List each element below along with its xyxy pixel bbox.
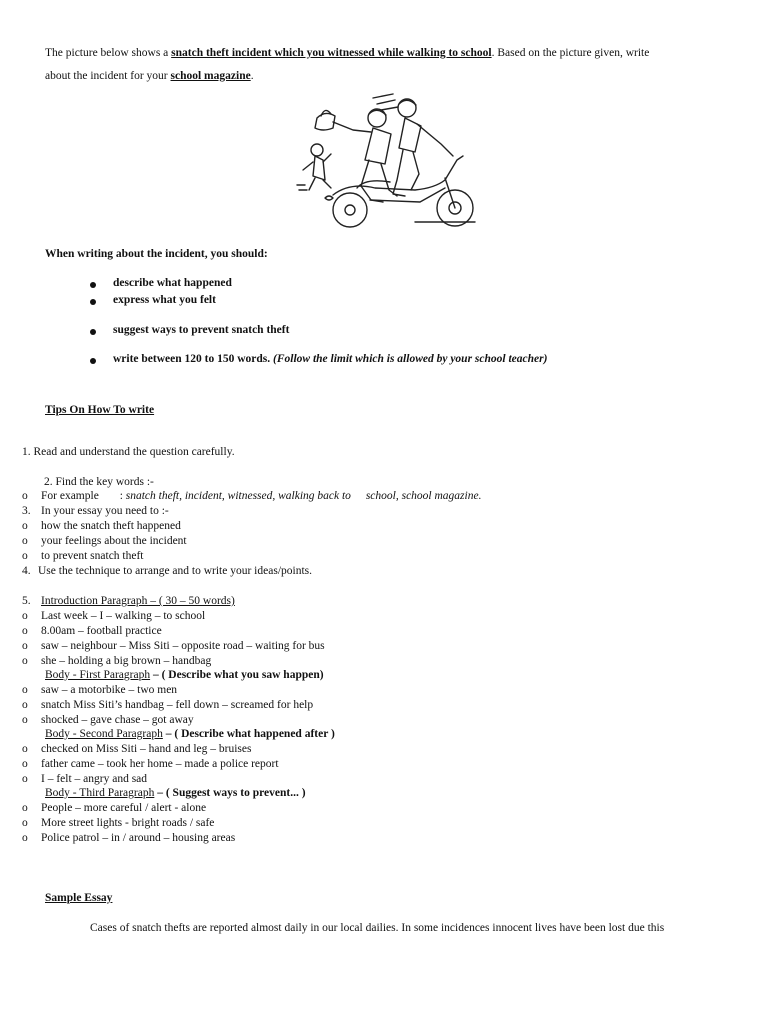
list-item: to prevent snatch theft [41, 550, 144, 562]
list-marker: o [22, 535, 28, 547]
when-writing-heading: When writing about the incident, you should: [45, 248, 268, 260]
step-3-number: 3. [22, 505, 31, 517]
list-marker: o [22, 832, 28, 844]
list-item: your feelings about the incident [41, 535, 187, 547]
step-4: Use the technique to arrange and to write your ideas/points. [38, 565, 313, 577]
step-4-number: 4. [22, 565, 31, 577]
list-marker: o [22, 802, 28, 814]
list-item: Police patrol – in / around – housing areas [41, 832, 236, 844]
list-item: 8.00am – football practice [41, 625, 162, 637]
list-item: I – felt – angry and sad [41, 773, 148, 785]
list-item: checked on Miss Siti – hand and leg – bruises [41, 743, 252, 755]
list-marker: o [22, 520, 28, 532]
list-marker: o [22, 773, 28, 785]
sample-essay-text: Cases of snatch thefts are reported almost daily in our local dailies. In some incidences innocent lives have been lost due this [90, 922, 665, 934]
list-marker: o [22, 743, 28, 755]
list-marker: o [22, 655, 28, 667]
list-item: saw – a motorbike – two men [41, 684, 178, 696]
snatch-theft-illustration [295, 90, 480, 230]
step-1: 1. Read and understand the question carefully. [22, 446, 235, 458]
list-item: snatch Miss Siti’s handbag – fell down – screamed for help [41, 699, 314, 711]
list-marker: o [22, 699, 28, 711]
bullet-item: express what you felt [113, 294, 216, 306]
list-item: Last week – I – walking – to school [41, 610, 206, 622]
list-item: More street lights - bright roads / safe [41, 817, 215, 829]
list-marker: o [22, 758, 28, 770]
step-3: In your essay you need to :- [41, 505, 169, 517]
list-item: saw – neighbour – Miss Siti – opposite road – waiting for bus [41, 640, 325, 652]
bullet-item: suggest ways to prevent snatch theft [113, 324, 290, 336]
step-5-number: 5. [22, 595, 31, 607]
list-marker: o [22, 817, 28, 829]
intro-line-1: The picture below shows a snatch theft incident which you witnessed while walking to school. Based on the picture given, write [45, 47, 650, 59]
list-item: People – more careful / alert - alone [41, 802, 207, 814]
intro-line-2: about the incident for your school magazine. [45, 70, 254, 82]
bullet-item: describe what happened [113, 277, 232, 289]
body-third-paragraph-heading: Body - Third Paragraph – ( Suggest ways to prevent... ) [45, 787, 306, 799]
list-item: how the snatch theft happened [41, 520, 181, 532]
bullet-icon [90, 329, 96, 335]
list-marker: o [22, 714, 28, 726]
body-second-paragraph-heading: Body - Second Paragraph – ( Describe what happened after ) [45, 728, 335, 740]
list-item: shocked – gave chase – got away [41, 714, 194, 726]
bullet-icon [90, 282, 96, 288]
step-5-intro-paragraph: Introduction Paragraph – ( 30 – 50 words) [41, 595, 235, 607]
list-marker: o [22, 610, 28, 622]
bullet-icon [90, 299, 96, 305]
example-line: For example : snatch theft, incident, witnessed, walking back to school, school magazine. [41, 490, 482, 502]
list-marker: o [22, 490, 28, 502]
body-first-paragraph-heading: Body - First Paragraph – ( Describe what you saw happen) [45, 669, 324, 681]
bullet-icon [90, 358, 96, 364]
list-marker: o [22, 550, 28, 562]
sample-essay-heading: Sample Essay [45, 892, 113, 904]
list-marker: o [22, 640, 28, 652]
bullet-item: write between 120 to 150 words. (Follow the limit which is allowed by your school teacher) [113, 353, 548, 365]
list-item: father came – took her home – made a police report [41, 758, 279, 770]
list-marker: o [22, 625, 28, 637]
tips-heading: Tips On How To write [45, 404, 155, 416]
step-2: 2. Find the key words :- [44, 476, 154, 488]
list-item: she – holding a big brown – handbag [41, 655, 212, 667]
list-marker: o [22, 684, 28, 696]
